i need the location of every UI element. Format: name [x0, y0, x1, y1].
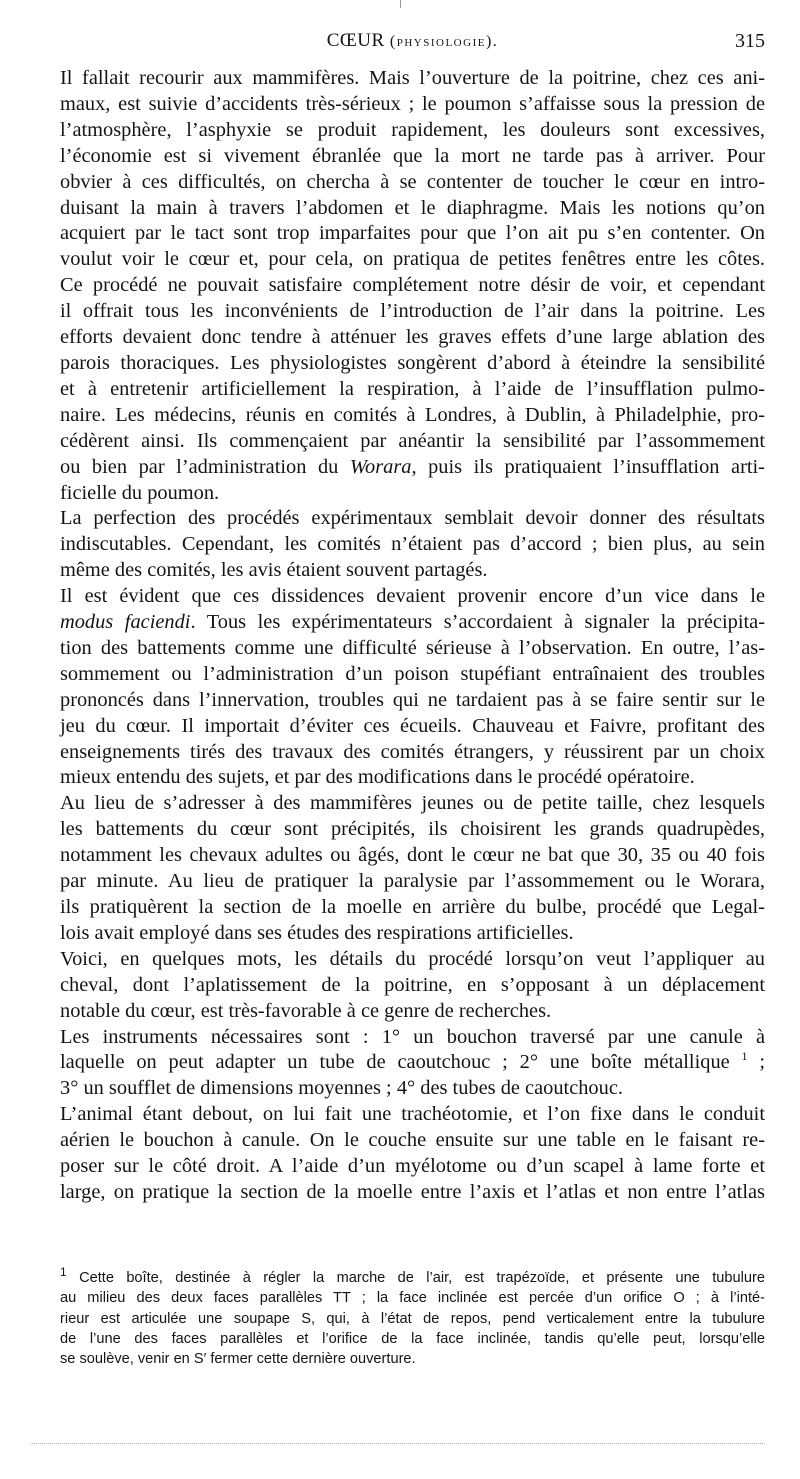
- text-line: cédèrent ainsi. Ils commençaient par anéantir la sensibilité par l’assommement: [60, 429, 765, 452]
- paragraph: [60, 947, 765, 1025]
- italic-term: modus faciendi: [60, 611, 191, 634]
- text-line: mieux entendu des sujets, et par des modifications dans le procédé opératoire.: [60, 766, 695, 789]
- italic-term: Worara: [349, 455, 412, 478]
- paragraph: [60, 584, 765, 791]
- footnote: [60, 1265, 765, 1369]
- paragraph: [60, 1025, 765, 1103]
- text-line: Ce procédé ne pouvait satisfaire complétement notre désir de voir, et cependant: [60, 274, 765, 297]
- text-line: aérien le bouchon à canule. On le couche ensuite sur une table en le faisant re-: [60, 1129, 765, 1152]
- text-line: 3° un soufflet de dimensions moyennes ; 4° des tubes de caoutchouc.: [60, 1077, 623, 1100]
- text-line: par minute. Au lieu de pratiquer la paralysie par l’assommement ou le Worara,: [60, 870, 765, 893]
- text-line: les battements du cœur sont précipités, ils choisirent les grands quadrupèdes,: [60, 818, 765, 841]
- text-line: il offrait tous les inconvénients de l’introduction de l’air dans la poitrine. Les: [60, 300, 765, 323]
- text-line: ils pratiquèrent la section de la moelle en arrière du bulbe, procédé que Legal-: [60, 896, 765, 918]
- paragraph: [60, 506, 765, 584]
- footnote-line: $^1$ Cette boîte, destinée à régler la marche de l’air, est trapézoïde, et présente une tubulure: [60, 1265, 765, 1286]
- text-line: l’économie est si vivement ébranlée que la mort ne tarde pas à arriver. Pour: [60, 144, 765, 167]
- paragraph: [60, 791, 765, 946]
- running-header: [60, 30, 765, 60]
- text-line: laquelle on peut adapter un tube de caoutchouc ; 2° une boîte métallique $^1$ ;: [60, 1049, 765, 1074]
- text-line: La perfection des procédés expérimentaux semblait devoir donner des résultats: [60, 507, 765, 530]
- text-line: tion des battements comme une difficulté sérieuse à l’observation. En outre, l’as-: [60, 636, 765, 659]
- page-number: 315: [735, 30, 765, 52]
- text-line: L’animal étant debout, on lui fait une trachéotomie, et l’on fixe dans le conduit: [60, 1103, 765, 1126]
- footnote-line: de l’une des faces parallèles et l’orifice de la face inclinée, tandis qu’elle peut, lorsqu’elle: [60, 1330, 765, 1347]
- text-line: jeu du cœur. Il importait d’éviter ces écueils. Chauveau et Faivre, profitant des: [60, 714, 765, 737]
- text-line: Il fallait recourir aux mammifères. Mais l’ouverture de la poitrine, chez ces ani-: [60, 67, 765, 89]
- footnote-ref[interactable]: 1: [741, 1049, 748, 1064]
- text-line: enseignements tirés des travaux des comités étrangers, y réussirent par un choix: [60, 740, 765, 763]
- text-line: Les instruments nécessaires sont : 1° un bouchon traversé par une canule à: [60, 1025, 765, 1048]
- text-line: même des comités, les avis étaient souvent partagés.: [60, 559, 488, 582]
- footnote-line: au milieu des deux faces parallèles TT ; la face inclinée est percée d’un orifice O ; à l’inté-: [60, 1290, 765, 1307]
- text-line: et à entretenir artificiellement la respiration, à l’aide de l’insufflation pulmo-: [60, 377, 765, 400]
- footnote-line: se soulève, venir en S′ fermer cette dernière ouverture.: [60, 1351, 416, 1368]
- text-line: notable du cœur, est très-favorable à ce genre de recherches.: [60, 999, 552, 1022]
- footnote-line: rieur est articulée une soupape S, qui, à l’état de repos, pend verticalement entre la tubulure: [60, 1310, 765, 1327]
- paragraph: [60, 66, 765, 506]
- text-line: poser sur le côté droit. A l’aide d’un myélotome ou d’un scapel à lame forte et: [60, 1155, 765, 1178]
- text-line: acquiert par le tact sont trop imparfaites pour que l’on ait pu s’en contenter. On: [60, 222, 765, 245]
- text-line: Voici, en quelques mots, les détails du procédé lorsqu’on veut l’appliquer au: [60, 947, 765, 970]
- scan-mark: [400, 0, 401, 8]
- text-line: ou bien par l’administration du Worara, puis ils pratiquaient l’insufflation arti-: [60, 455, 765, 478]
- footer-rule: [30, 1443, 765, 1444]
- text-line: obvier à ces difficultés, on chercha à se contenter de toucher le cœur en intro-: [60, 170, 765, 193]
- running-title: [60, 30, 765, 52]
- text-line: prononcés dans l’innervation, troubles qui ne tardaient pas à se faire sentir sur le: [60, 688, 765, 711]
- text-line: sommement ou l’administration d’un poison stupéfiant entraînaient des troubles: [60, 662, 765, 685]
- text-line: parois thoraciques. Les physiologistes songèrent d’abord à éteindre la sensibilité: [60, 351, 765, 374]
- text-line: naire. Les médecins, réunis en comités à Londres, à Dublin, à Philadelphie, pro-: [60, 403, 765, 426]
- text-line: l’atmosphère, l’asphyxie se produit rapidement, les douleurs sont excessives,: [60, 118, 765, 141]
- text-line: Au lieu de s’adresser à des mammifères jeunes ou de petite taille, chez lesquels: [60, 792, 765, 815]
- body-text: [60, 66, 765, 1206]
- text-line: Il est évident que ces dissidences devaient provenir encore d’un vice dans le: [60, 585, 765, 608]
- text-line: voulut voir le cœur et, pour cela, on pratiqua de petites fenêtres entre les côtes.: [60, 248, 765, 271]
- text-line: modus faciendi. Tous les expérimentateurs s’accordaient à signaler la précipita-: [60, 611, 765, 634]
- text-line: ficielle du poumon.: [60, 481, 220, 504]
- text-line: duisant la main à travers l’abdomen et le diaphragme. Mais les notions qu’on: [60, 196, 765, 219]
- text-line: indiscutables. Cependant, les comités n’étaient pas d’accord ; bien plus, au sein: [60, 533, 765, 556]
- footnote-marker: 1: [60, 1265, 67, 1280]
- text-line: cheval, dont l’aplatissement de la poitrine, en s’opposant à un déplacement: [60, 973, 765, 996]
- text-line: lois avait employé dans ses études des respirations artificielles.: [60, 921, 574, 944]
- text-line: efforts devaient donc tendre à atténuer les graves effets d’une large ablation des: [60, 326, 765, 349]
- text-line: maux, est suivie d’accidents très-sérieux ; le poumon s’affaisse sous la pression de: [60, 92, 765, 115]
- paragraph: [60, 1102, 765, 1206]
- text-line: large, on pratique la section de la moelle entre l’axis et l’atlas et non entre l’atlas: [60, 1180, 765, 1203]
- text-line: notamment les chevaux adultes ou âgés, dont le cœur ne bat que 30, 35 ou 40 fois: [60, 844, 765, 867]
- running-title-sub: (physiologie).: [389, 33, 499, 50]
- running-title-main: CŒUR: [326, 30, 385, 51]
